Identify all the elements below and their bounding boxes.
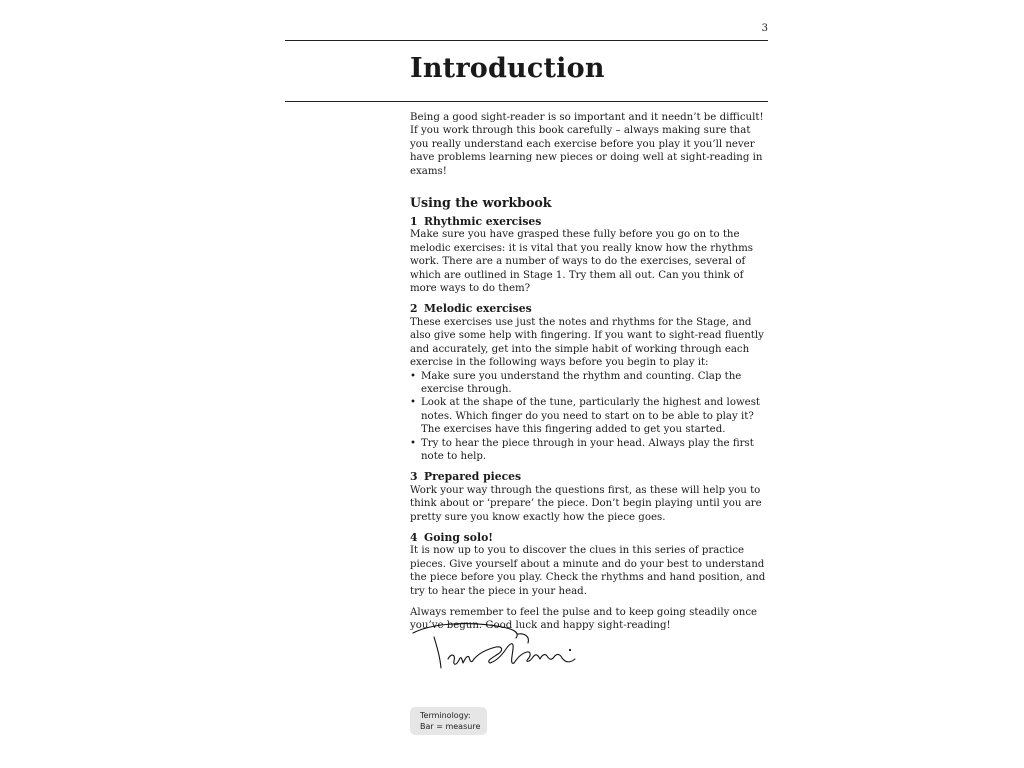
section-melodic-exercises — [410, 302, 772, 463]
section-heading — [410, 531, 772, 544]
section-going-solo — [410, 531, 772, 598]
signature-image — [410, 619, 578, 675]
section-text: It is now up to you to discover the clues in this series of practice pieces. Give yourself about a minute and do your best to understand the piece before you play. Check the rhythms and hand position, and try to hear the piece in your head. — [410, 545, 766, 597]
section-number: 3 — [410, 470, 418, 484]
section-number: 1 — [410, 215, 418, 229]
section-title: Rhythmic exercises — [424, 215, 542, 229]
top-rule — [285, 40, 768, 41]
intro-paragraph: Being a good sight-reader is so important and it needn’t be difficult! If you work through this book carefully – always making sure that you really understand each exercise before you play it you’ll never have problems learning new pieces or doing well at sight-reading in exams! — [410, 112, 764, 177]
section-text: Work your way through the questions first, as these will help you to think about or ‘prepare’ the piece. Don’t begin playing until you are pretty sure you know exactly how the piece goes. — [410, 484, 762, 523]
list-item: • Make sure you understand the rhythm and counting. Clap the exercise through. — [410, 370, 772, 397]
section-title: Going solo! — [424, 530, 494, 544]
terminology-text: Bar = measure — [420, 722, 481, 731]
section-heading — [410, 470, 772, 483]
bullet-list — [410, 370, 772, 464]
section-number: 2 — [410, 302, 418, 316]
section-title: Prepared pieces — [424, 470, 522, 484]
closing-paragraph: Always remember to feel the pulse and to keep going steadily once you’ve begun. Good luck and happy sight-reading! — [410, 607, 758, 632]
section-heading — [410, 215, 772, 228]
section-text: These exercises use just the notes and rhythms for the Stage, and also give some help with fingering. If you want to sight-read fluently and accurately, get into the simple habit of working through each exercise in the following ways before you begin to play it: — [410, 316, 764, 369]
terminology-label: Terminology: — [420, 711, 471, 720]
page-number: 3 — [761, 23, 768, 34]
list-item: • Try to hear the piece through in your head. Always play the first note to help. — [410, 437, 772, 464]
terminology-note — [410, 707, 487, 735]
section-rhythmic-exercises — [410, 215, 772, 295]
section-heading — [410, 302, 772, 315]
page-title: Introduction — [410, 53, 605, 84]
workbook-heading: Using the workbook — [410, 195, 552, 211]
section-title: Melodic exercises — [424, 302, 532, 316]
section-prepared-pieces — [410, 470, 772, 524]
list-item: • Look at the shape of the tune, particularly the highest and lowest notes. Which finger do you need to start on to be able to play it? The exercises have this fingering added to get you started. — [410, 396, 772, 436]
section-number: 4 — [410, 530, 418, 544]
body-text — [410, 111, 772, 633]
section-text: Make sure you have grasped these fully before you go on to the melodic exercises: it is vital that you really know how the rhythms work. There are a number of ways to do the exercises, several of which are outlined in Stage 1. Try them all out. Can you think of more ways to do them? — [410, 229, 753, 295]
title-rule — [285, 101, 768, 102]
